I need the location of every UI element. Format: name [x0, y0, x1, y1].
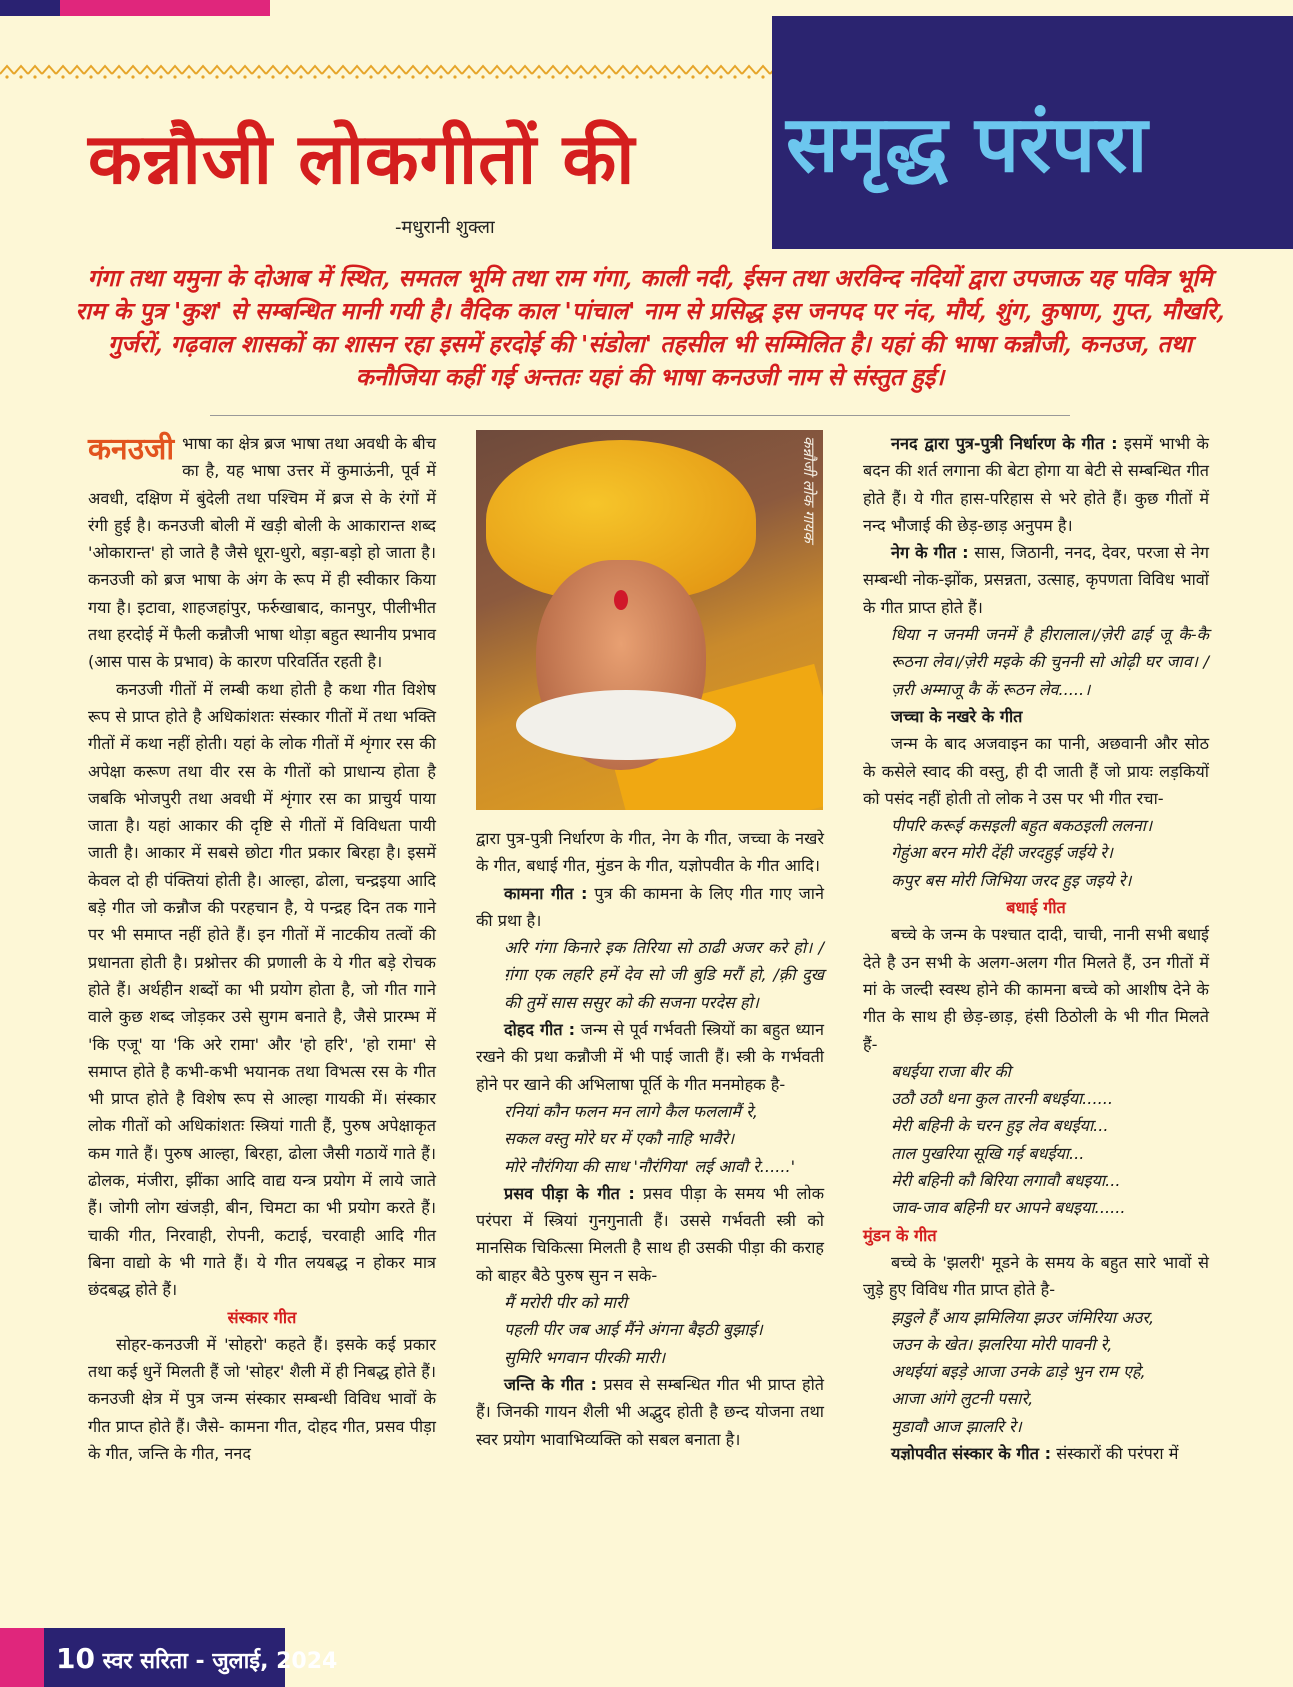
verse: ताल पुखरिया सूखि गई बधईया... [891, 1143, 1085, 1163]
footer-pink-strip [0, 1628, 44, 1687]
verse: सकल वस्तु मोरे घर में एकौ नाहि भावैरे। [504, 1129, 735, 1149]
paragraph: बच्चे के 'झलरी' मूडने के समय के बहुत सारे भावों से जुड़े हुए विविध गीत प्राप्त होते है- [863, 1252, 1209, 1300]
verse: मोरे नौरंगिया की साध 'नौरंगिया' लई आवौ रे......' [504, 1156, 796, 1176]
photo-caption: कन्नौजी लोक गायक [800, 436, 818, 543]
verse: जउन के खेत। झलरिया मोरी पावनी रे, [891, 1334, 1113, 1354]
section-heading: मुंडन के गीत [863, 1225, 937, 1245]
author-byline: -मधुरानी शुक्ला [395, 217, 495, 238]
paragraph: भाषा का क्षेत्र ब्रज भाषा तथा अवधी के बीच का है, यह भाषा उत्तर में कुमाऊंनी, पूर्व में अवधी, दक्षिण में बुंदेली तथा पश्चिम में ब्रज से के रंगों में रंगी हुई है। कनउजी बोली में खड़ी बोली के आकारान्त शब्द 'ओकारान्त' हो जाते है जैसे धूरा-धुरो, बड़ा-बड़ो हो जाता है। कनउजी को ब्रज भाषा के अंग के रूप में ही स्वीकार किया गया है। इटावा, शाहजहांपुर, फर्रुखाबाद, कानपुर, पीलीभीत तथा हरदोई में फैली कन्नौजी भाषा थोड़ा बहुत स्थानीय प्रभाव (आस पास के प्रभाव) के कारण परिवर्तित रहती है। [88, 434, 436, 672]
subheading: कामना गीत : [504, 883, 588, 903]
top-color-bar [0, 0, 1293, 16]
subheading: जन्ति के गीत : [504, 1374, 597, 1394]
page-footer [0, 1628, 1293, 1687]
singer-photo [476, 430, 823, 810]
paragraph: जन्म से पूर्व गर्भवती स्त्रियों का बहुत ध्यान रखने की प्रथा कन्नौजी में भी पाई जाती हैं। स्त्री के गर्भवती होने पर खाने की अभिलाषा पूर्ति के गीत मनमोहक है- [476, 1020, 824, 1094]
verse: झडुले हैं आय झमिलिया झउर जंमिरिया अउर, [891, 1307, 1155, 1327]
photo-moustache [516, 690, 736, 760]
column-2 [476, 825, 824, 1453]
subheading: दोहद गीत : [504, 1020, 576, 1040]
intro-paragraph: गंगा तथा यमुना के दोआब में स्थित, समतल भूमि तथा राम गंगा, काली नदी, ईसन तथा अरविन्द नदियों द्वारा उपजाऊ यह पवित्र भूमि राम के पुत्र 'कुश' से सम्बन्धित मानी गयी है। वैदिक काल 'पांचाल' नाम से प्रसिद्ध इस जनपद पर नंद, मौर्य, शुंग, कुषाण, गुप्त, मौखरि, गुर्जरों, गढ़वाल शासकों का शासन रहा इसमें हरदोई की 'संडोला' तहसील भी सम्मिलित है। यहां की भाषा कन्नौजी, कनउज, तथा कनौजिया कहीं गई अन्ततः यहां की भाषा कनउजी नाम से संस्तुत हुई। [75, 264, 1225, 391]
paragraph: प्रसव पीड़ा के समय भी लोक परंपरा में स्त्रियां गुनगुनाती हैं। उससे गर्भवती स्त्री को मानसिक चिकित्सा मिलती है साथ ही उसकी पीड़ा की कराह को बाहर बैठे पुरुष सुन न सके- [476, 1183, 825, 1285]
top-navy-strip [0, 0, 60, 16]
subheading: यज्ञोपवीत संस्कार के गीत : [891, 1443, 1052, 1463]
paragraph: सास, जिठानी, ननद, देवर, परजा से नेग सम्बन्धी नोक-झोंक, प्रसन्नता, उत्साह, कृपणता विविध भावों के गीत प्राप्त होते हैं। [863, 543, 1209, 617]
paragraph: कनउजी गीतों में लम्बी कथा होती है कथा गीत विशेष रूप से प्राप्त होते है अधिकांशतः संस्कार गीतों में तथा भक्ति गीतों में कथा नहीं होती। यहां के लोक गीतों में शृंगार रस की अपेक्षा करूण तथा वीर रस के गीतों को प्राधान्य होता है जबकि भोजपुरी तथा अवधी में शृंगार रस का प्राचुर्य पाया जाता है। यहां आकार की दृष्टि से गीतों में विविधता पायी जाती है। आकार में सबसे छोटा गीत प्रकार बिरहा है। इसमें केवल दो ही पंक्तियां होती है। आल्हा, ढोला, चन्द्रइया आदि बड़े गीत जो कन्नौज की परहचान है, ये पन्द्रह दिन तक गाने पर भी समाप्त नहीं होते हैं। इन गीतों में नाटकीय तत्वों की प्रधानता होती है। प्रश्नोत्तर की प्रणाली के ये गीत बड़े रोचक होते हैं। अर्थहीन शब्दों का भी प्रयोग होता है, जो गीत गाने वाले कुछ शब्द जोड़कर उसे सुगम बनाते है, जैसे प्रारम्भ में 'कि एजू' या 'कि अरे रामा' और 'हो हरि', 'हो रामा' से समाप्त होते है कभी-कभी भयानक तथा विभत्स रस के गीत भी प्राप्त होते है विशेष रूप से आल्हा गायकी में। संस्कार लोक गीतों को अधिकांशतः स्त्रियां गाती हैं, पुरुष अपेक्षाकृत कम गाते हैं। पुरुष आल्हा, बिरहा, ढोला जैसी गठायें गाते हैं। ढोलक, मंजीरा, झींका आदि वाद्य यन्त्र प्रयोग में लाये जाते हैं। जोगी लोग खंजड़ी, बीन, चिमटा का भी प्रयोग करते हैं। चाकी गीत, निरवाही, रोपनी, कटाई, चरवाही आदि गीत बिना वाद्यो के भी गाते हैं। ये गीत लयबद्ध न होकर मात्र छंदबद्ध होते हैं। [88, 679, 436, 1300]
paragraph: संस्कारों की परंपरा में [1056, 1443, 1179, 1463]
paragraph: सोहर-कनउजी में 'सोहरो' कहते हैं। इसके कई प्रकार तथा कई धुनें मिलती हैं जो 'सोहर' शैली में ही निबद्ध होते हैं। कनउजी क्षेत्र में पुत्र जन्म संस्कार सम्बन्धी विविध भावों के गीत प्राप्त होते हैं। जैसे- कामना गीत, दोहद गीत, प्रसव पीड़ा के गीत, जन्ति के गीत, ननद [88, 1334, 436, 1463]
section-heading: बधाई गीत [1006, 898, 1066, 918]
paragraph: बच्चे के जन्म के पश्चात दादी, चाची, नानी सभी बधाई देते है उन सभी के अलग-अलग गीत मिलते हैं, उन गीतों में मां के जल्दी स्वस्थ होने की कामना बच्चे को आशीष देने के गीत के साथ ही छेड़-छाड़, हंसी ठिठोली के भी गीत मिलते हैं- [863, 925, 1209, 1054]
column-3 [863, 430, 1209, 1467]
paragraph: जन्म के बाद अजवाइन का पानी, अछवानी और सोठ के कसेले स्वाद की वस्तु, ही दी जाती हैं जो प्रायः लड़कियों को पसंद नहीं होती तो लोक ने उस पर भी गीत रचा- [863, 734, 1209, 808]
verse: आजा आंगे लुटनी पसारे, [891, 1389, 1034, 1409]
verse: मैं मरोरी पीर को मारी [504, 1293, 627, 1313]
paragraph: पुत्र की कामना के लिए गीत गाए जाने की प्रथा है। [476, 883, 824, 930]
paragraph: द्वारा पुत्र-पुत्री निर्धारण के गीत, नेग के गीत, जच्चा के नखरे के गीत, बधाई गीत, मुंडन के गीत, यज्ञोपवीत के गीत आदि। [476, 829, 824, 876]
verse: बधईया राजा बीर की [891, 1061, 1011, 1081]
verse: पीपरि करूई कसइली बहुत बकठइली ललना। [891, 816, 1153, 836]
verse: मेरी बहिनी के चरन हुइ लेव बधईया... [891, 1116, 1109, 1136]
verse: उठौ उठौ धना कुल तारनी बधईया...... [891, 1089, 1114, 1109]
verse: अथईयां बइड़े आजा उनके ढाड़े भुन राम एहे, [891, 1362, 1146, 1382]
paragraph: इसमें भाभी के बदन की शर्त लगाना की बेटा होगा या बेटी से सम्बन्धित गीत होते हैं। ये गीत हास-परिहास से भरे होते हैं। कुछ गीतों में नन्द भौजाई की छेड़-छाड़ अनुपम है। [863, 434, 1209, 535]
verse: रनियां कौन फलन मन लागे कैल फललामैं रे, [504, 1101, 758, 1121]
divider [210, 415, 1070, 416]
section-heading: संस्कार गीत [227, 1307, 297, 1327]
subheading: जच्चा के नखरे के गीत [891, 706, 1023, 726]
verse: मेरी बहिनी कौ बिरिया लगावौ बधइया... [891, 1171, 1121, 1191]
page-number: 10 [56, 1642, 95, 1675]
top-pink-strip [60, 0, 270, 16]
column-1 [88, 430, 436, 1467]
drop-word: कनउजी [88, 432, 175, 467]
photo-tilak [614, 590, 628, 610]
verse: गेहुंआ बरन मोरी देंही जरदहुई जईये रे। [891, 843, 1113, 863]
magazine-issue: स्वर सरिता - जुलाई, 2024 [102, 1649, 338, 1674]
subheading: प्रसव पीड़ा के गीत : [504, 1183, 635, 1203]
verse: मुडावौ आज झालरि रे। [891, 1416, 1022, 1436]
verse: जाव-जाव बहिनी घर आपने बधइया...... [891, 1198, 1126, 1218]
verse: सुमिरि भगवान पीरकी मारी। [504, 1347, 666, 1367]
paragraph: प्रसव से सम्बन्धित गीत भी प्राप्त होते हैं। जिनकी गायन शैली भी अद्भुद होती है छन्द योजना तथा स्वर प्रयोग भावाभिव्यक्ति को सबल बनाता है। [476, 1374, 824, 1449]
subheading: ननद द्वारा पुत्र-पुत्री निर्धारण के गीत : [891, 434, 1118, 453]
footer-text [56, 1642, 337, 1675]
verse: कपुर बस मोरी जिभिया जरद हुइ जइये रे। [891, 870, 1132, 890]
article-title-highlight: समृद्ध परंपरा [786, 100, 1148, 190]
subheading: नेग के गीत : [891, 543, 969, 563]
verse: धिया न जनमी जनमें है हीरालाल।/ज़ेरी ढाई जू कै-कै रूठना लेव।/ज़ेरी मइके की चुननी सो ओढ़ी घर जाव। /ज़री अम्माजू कै कें रूठन लेव.....। [891, 625, 1209, 699]
verse: अरि गंगा किनारे इक तिरिया सो ठाढी अजर करे हो। /ग़ंगा एक लहरि हमें देव सो जी बुडि मरौं हो, /क़्री दुख की तुमें सास ससुर को की सजना परदेस हो। [504, 938, 824, 1012]
article-title: कन्नौजी लोकगीतों की [88, 118, 636, 200]
verse: पहली पीर जब आई मैंने अंगना बैइठी बुझाई। [504, 1320, 763, 1340]
